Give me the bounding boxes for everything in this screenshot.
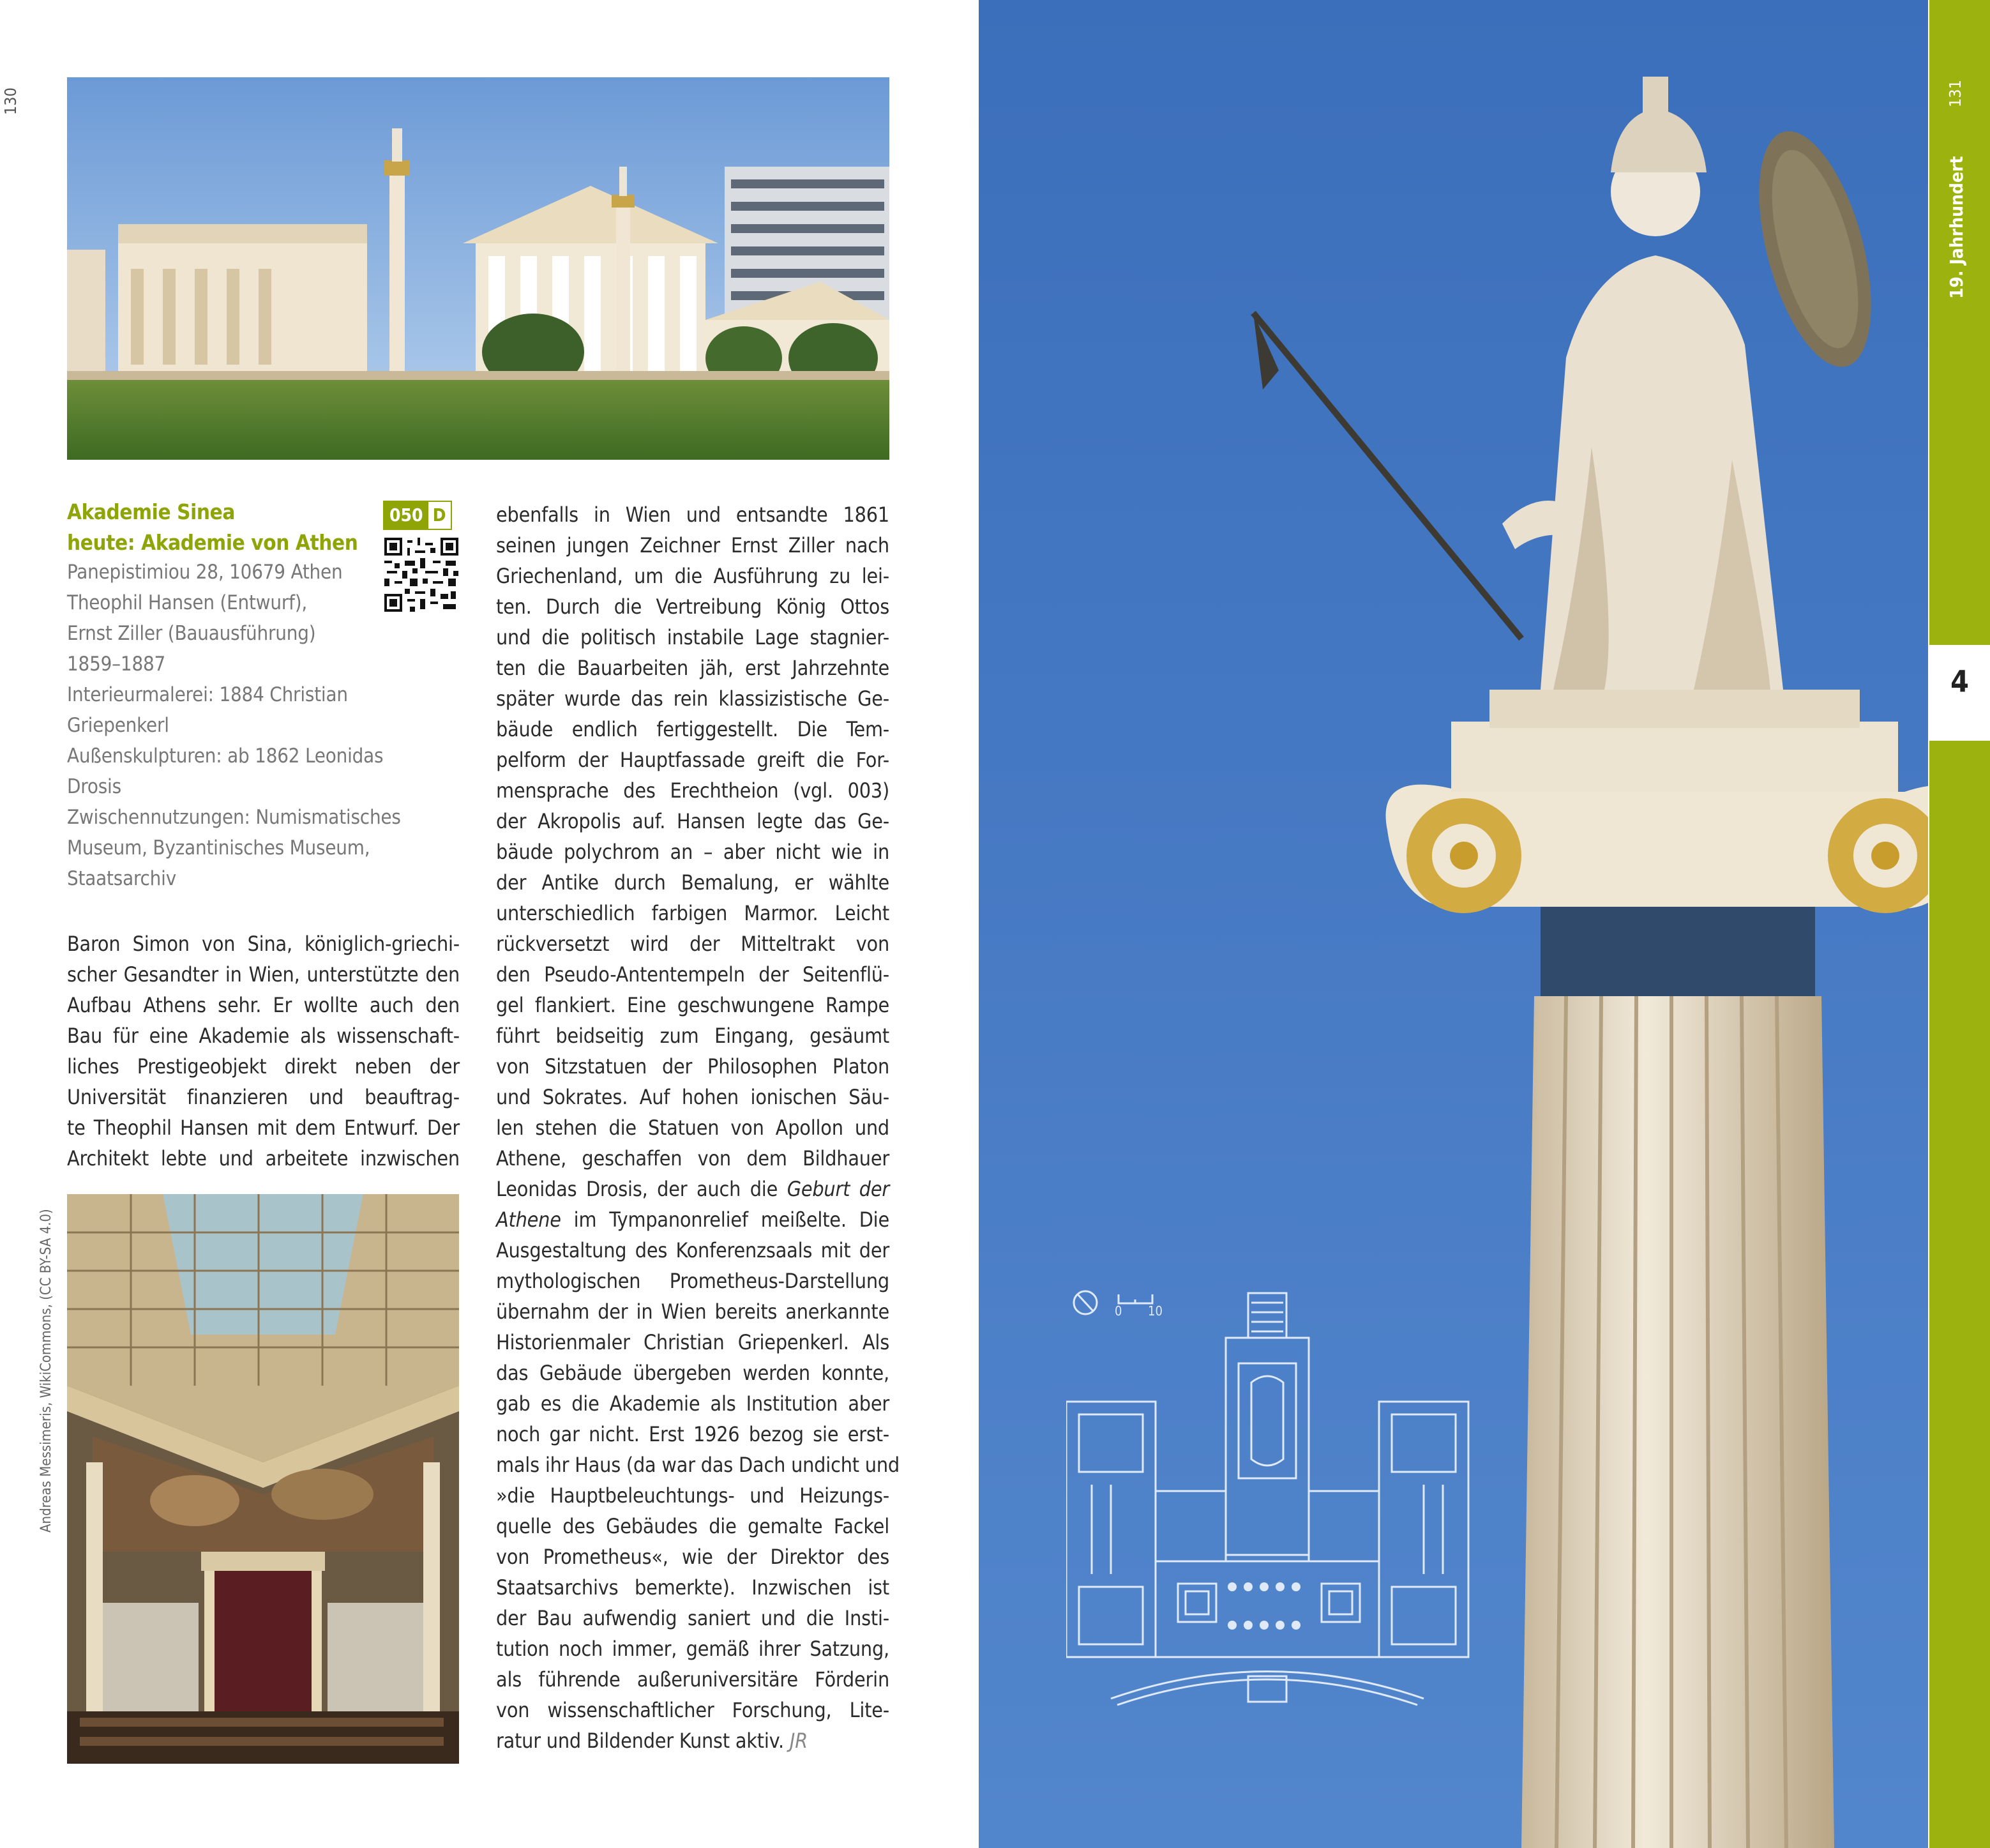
- meta-line: Zwischennutzungen: Numismatisches: [67, 806, 401, 829]
- entry-subtitle: heute: Akademie von Athen: [67, 530, 358, 555]
- entry-badge: [383, 501, 452, 530]
- text-line: liches Prestigeobjekt direkt neben der: [67, 1054, 460, 1079]
- artwork-title-cont: Athene: [496, 1208, 561, 1232]
- scale-label-end: 10: [1148, 1303, 1163, 1319]
- meta-line: Drosis: [67, 775, 121, 798]
- floor-plan: [1066, 1280, 1475, 1746]
- text-line: bäude polychrom an – aber nicht wie in: [496, 840, 889, 864]
- text-line: [496, 1725, 889, 1756]
- text-line: Aufbau Athens sehr. Er wollte auch den: [67, 993, 460, 1017]
- text-line: Baron Simon von Sina, königlich-griechi-: [67, 932, 460, 956]
- text-line: mythologischen Prometheus-Darstellung: [496, 1269, 889, 1293]
- text-fragment: Leonidas Drosis, der auch die: [496, 1177, 778, 1201]
- text-line: seinen jungen Zeichner Ernst Ziller nach: [496, 533, 889, 557]
- scale-label-start: 0: [1115, 1303, 1122, 1319]
- artwork-title: Geburt der: [787, 1177, 889, 1201]
- text-line: den Pseudo-Antentempeln der Seitenflü-: [496, 962, 889, 987]
- text-line: der Akropolis auf. Hansen legte das Ge-: [496, 809, 889, 833]
- meta-line: Außenskulpturen: ab 1862 Leonidas: [67, 745, 384, 768]
- text-line: als führende außeruniversitäre Förderin: [496, 1667, 889, 1692]
- text-line: gab es die Akademie als Institution aber: [496, 1391, 889, 1416]
- meta-line: Museum, Byzantinisches Museum,: [67, 837, 370, 860]
- text-line: der Antike durch Bemalung, er wählte: [496, 870, 889, 895]
- text-line: von Sitzstatuen der Philosophen Platon: [496, 1054, 889, 1079]
- meta-line: Theophil Hansen (Entwurf),: [67, 591, 308, 614]
- text-line: unterschiedlich farbigen Marmor. Leicht: [496, 901, 889, 925]
- text-line: von wissenschaftlicher Forschung, Lite-: [496, 1698, 889, 1722]
- text-line: ten. Durch die Vertreibung König Ottos: [496, 595, 889, 619]
- body-text-column-1: [67, 928, 460, 1174]
- text-line: Universität finanzieren und beauftrag-: [67, 1085, 460, 1109]
- text-line: das Gebäude übergeben werden konnte,: [496, 1361, 889, 1385]
- text-line: tution noch immer, gemäß ihrer Satzung,: [496, 1637, 889, 1661]
- chapter-label: 19. Jahrhundert: [1946, 156, 1967, 299]
- text-fragment: im Tympanonrelief meißelte. Die: [561, 1208, 889, 1232]
- text-line: Ausgestaltung des Konferenzsaals mit der: [496, 1238, 889, 1262]
- text-fragment: ratur und Bildender Kunst aktiv.: [496, 1729, 784, 1753]
- text-line: scher Gesandter in Wien, unterstützte den: [67, 962, 460, 987]
- entry-number: 050: [384, 502, 428, 529]
- text-line: Staatsarchivs bemerkte). Inzwischen ist: [496, 1575, 889, 1600]
- body-text-column-2: [496, 499, 900, 1756]
- meta-line: Interieurmalerei: 1884 Christian: [67, 683, 348, 706]
- text-line: von Prometheus«, wie der Direktor des: [496, 1545, 889, 1569]
- qr-code-icon[interactable]: [384, 538, 458, 612]
- meta-line: 1859–1887: [67, 653, 166, 676]
- text-line: pelform der Hauptfassade greift die For-: [496, 748, 889, 772]
- text-line: bäude endlich fertiggestellt. Die Tem-: [496, 717, 889, 741]
- text-line: noch gar nicht. Erst 1926 bezog sie erst-: [496, 1422, 889, 1446]
- text-line: führt beidseitig zum Eingang, gesäumt: [496, 1024, 889, 1048]
- academy-exterior-photo: [67, 77, 889, 460]
- text-line: Architekt lebte und arbeitete inzwischen: [67, 1146, 460, 1170]
- page-number-left: 130: [1, 87, 20, 115]
- meta-line: Griepenkerl: [67, 714, 169, 737]
- text-line: gel flankiert. Eine geschwungene Rampe: [496, 993, 889, 1017]
- text-line: später wurde das rein klassizistische Ge-: [496, 686, 889, 711]
- photo-credit: Andreas Messimeris, WikiCommons, (CC BY-SA 4.0): [38, 1209, 54, 1533]
- text-line: und Sokrates. Auf hohen ionischen Säu-: [496, 1085, 889, 1109]
- text-line: rückversetzt wird der Mitteltrakt von: [496, 932, 889, 956]
- page-number-right: 131: [1946, 80, 1964, 107]
- author-initials: JR: [789, 1729, 808, 1753]
- text-line: mals ihr Haus (da war das Dach undicht und: [496, 1453, 900, 1477]
- text-line: Historienmaler Christian Griepenkerl. Als: [496, 1330, 889, 1354]
- text-line: quelle des Gebäudes die gemalte Fackel: [496, 1514, 889, 1538]
- text-line: ebenfalls in Wien und entsandte 1861: [496, 503, 889, 527]
- text-line: Bau für eine Akademie als wissenschaft-: [67, 1024, 460, 1048]
- meta-line: Panepistimiou 28, 10679 Athen: [67, 561, 343, 584]
- text-line: te Theophil Hansen mit dem Entwurf. Der: [67, 1116, 460, 1140]
- entry-title: Akademie Sinea: [67, 499, 235, 524]
- text-line: Athene, geschaffen von dem Bildhauer: [496, 1146, 889, 1170]
- text-line: übernahm der in Wien bereits anerkannte: [496, 1299, 889, 1324]
- entry-category: D: [428, 502, 451, 529]
- text-line: Griechenland, um die Ausführung zu lei-: [496, 564, 889, 588]
- text-line: und die politisch instabile Lage stagnier-: [496, 625, 889, 649]
- chapter-tab-lower: [1929, 741, 1990, 1848]
- academy-interior-photo: [67, 1194, 459, 1764]
- text-line: ten die Bauarbeiten jäh, erst Jahrzehnte: [496, 656, 889, 680]
- text-line: [496, 1174, 889, 1204]
- text-line: [496, 1204, 889, 1235]
- text-line: der Bau aufwendig saniert und die Insti-: [496, 1606, 889, 1630]
- text-line: len stehen die Statuen von Apollon und: [496, 1116, 889, 1140]
- text-line: »die Hauptbeleuchtungs- und Heizungs-: [496, 1483, 889, 1508]
- text-line: mensprache des Erechtheion (vgl. 003): [496, 778, 889, 803]
- chapter-number: 4: [1950, 664, 1969, 699]
- meta-line: Staatsarchiv: [67, 867, 177, 890]
- meta-line: Ernst Ziller (Bauausführung): [67, 622, 316, 645]
